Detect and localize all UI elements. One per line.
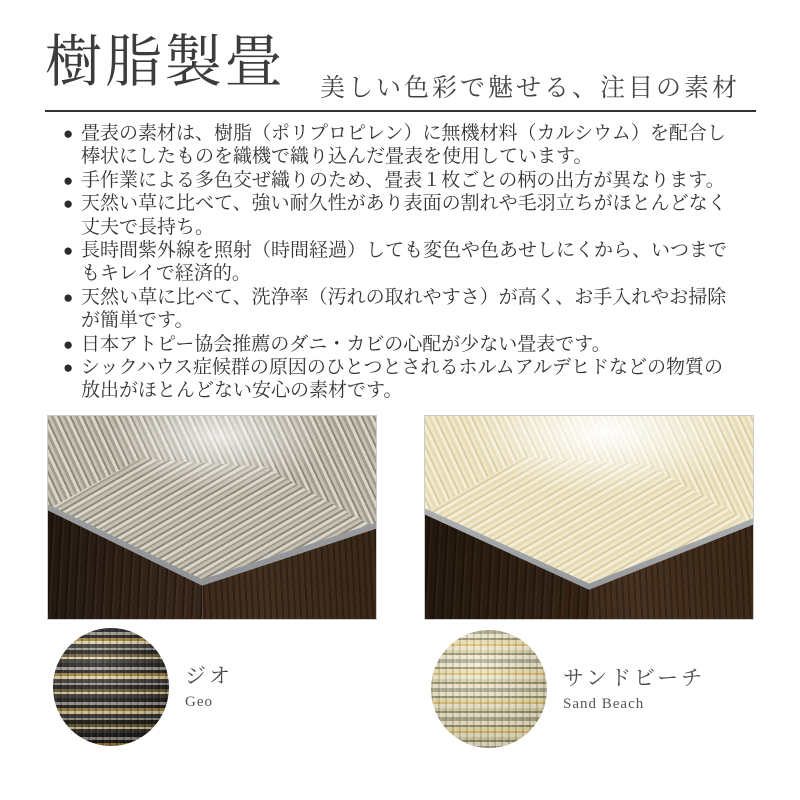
feature-text: 天然い草に比べて、洗浄率（汚れの取れやすさ）が高く、お手入れやお掃除が簡単です。 — [81, 286, 727, 332]
bullet-icon: ● — [63, 124, 74, 143]
geo-weave-swatch-circle — [53, 628, 169, 746]
swatch-name-ja: ジオ — [185, 664, 233, 688]
bullet-icon: ● — [63, 170, 74, 190]
feature-item — [63, 239, 741, 286]
swatch-name-en: Geo — [185, 694, 213, 710]
feature-item — [63, 192, 741, 239]
swatch-name-en: Sand Beach — [563, 696, 645, 712]
swatch-sand-beach — [431, 630, 705, 748]
feature-item — [63, 356, 741, 403]
feature-item — [63, 122, 741, 169]
swatch-geo — [53, 628, 233, 746]
bullet-icon: ● — [63, 287, 74, 307]
feature-text: 長時間紫外線を照射（時間経過）しても変色や色あせしにくから、いつまでもキレイで経済的。 — [81, 240, 728, 285]
sand-beach-weave-swatch-circle — [431, 630, 547, 748]
feature-text: 畳表の素材は、樹脂（ポリプロピレン）に無機材料（カルシウム）を配合し棒状にしたものを織機で織り込んだ畳表を使用しています。 — [81, 123, 726, 168]
bullet-icon: ● — [63, 334, 74, 354]
feature-item — [63, 286, 741, 333]
feature-text: 手作業による多色交ぜ織りのため、畳表１枚ごとの柄の出方が異なります。 — [81, 169, 725, 191]
bullet-icon: ● — [63, 358, 74, 378]
bullet-icon: ● — [63, 194, 74, 214]
product-photo-geo — [47, 415, 377, 620]
swatch-label — [185, 660, 233, 746]
page-subtitle: 美しい色彩で魅せる、注目の素材 — [320, 74, 741, 102]
feature-item — [63, 333, 741, 356]
product-photo-sand-beach — [424, 415, 754, 620]
swatch-label — [563, 662, 705, 748]
header-divider — [45, 110, 756, 112]
bullet-icon: ● — [63, 241, 74, 261]
swatch-name-ja: サンドビーチ — [563, 666, 706, 690]
page-title: 樹脂製畳 — [45, 31, 285, 94]
feature-list — [63, 122, 741, 403]
feature-text: シックハウス症候群の原因のひとつとされるホルムアルデヒドなどの物質の放出がほとんどない安心の素材です。 — [81, 357, 724, 402]
feature-text: 天然い草に比べて、強い耐久性があり表面の割れや毛羽立ちがほとんどなく丈夫で長持ち。 — [81, 193, 727, 238]
feature-item — [63, 169, 741, 192]
feature-text: 日本アトピー協会推薦のダニ・カビの心配が少ない畳表です。 — [81, 333, 611, 355]
